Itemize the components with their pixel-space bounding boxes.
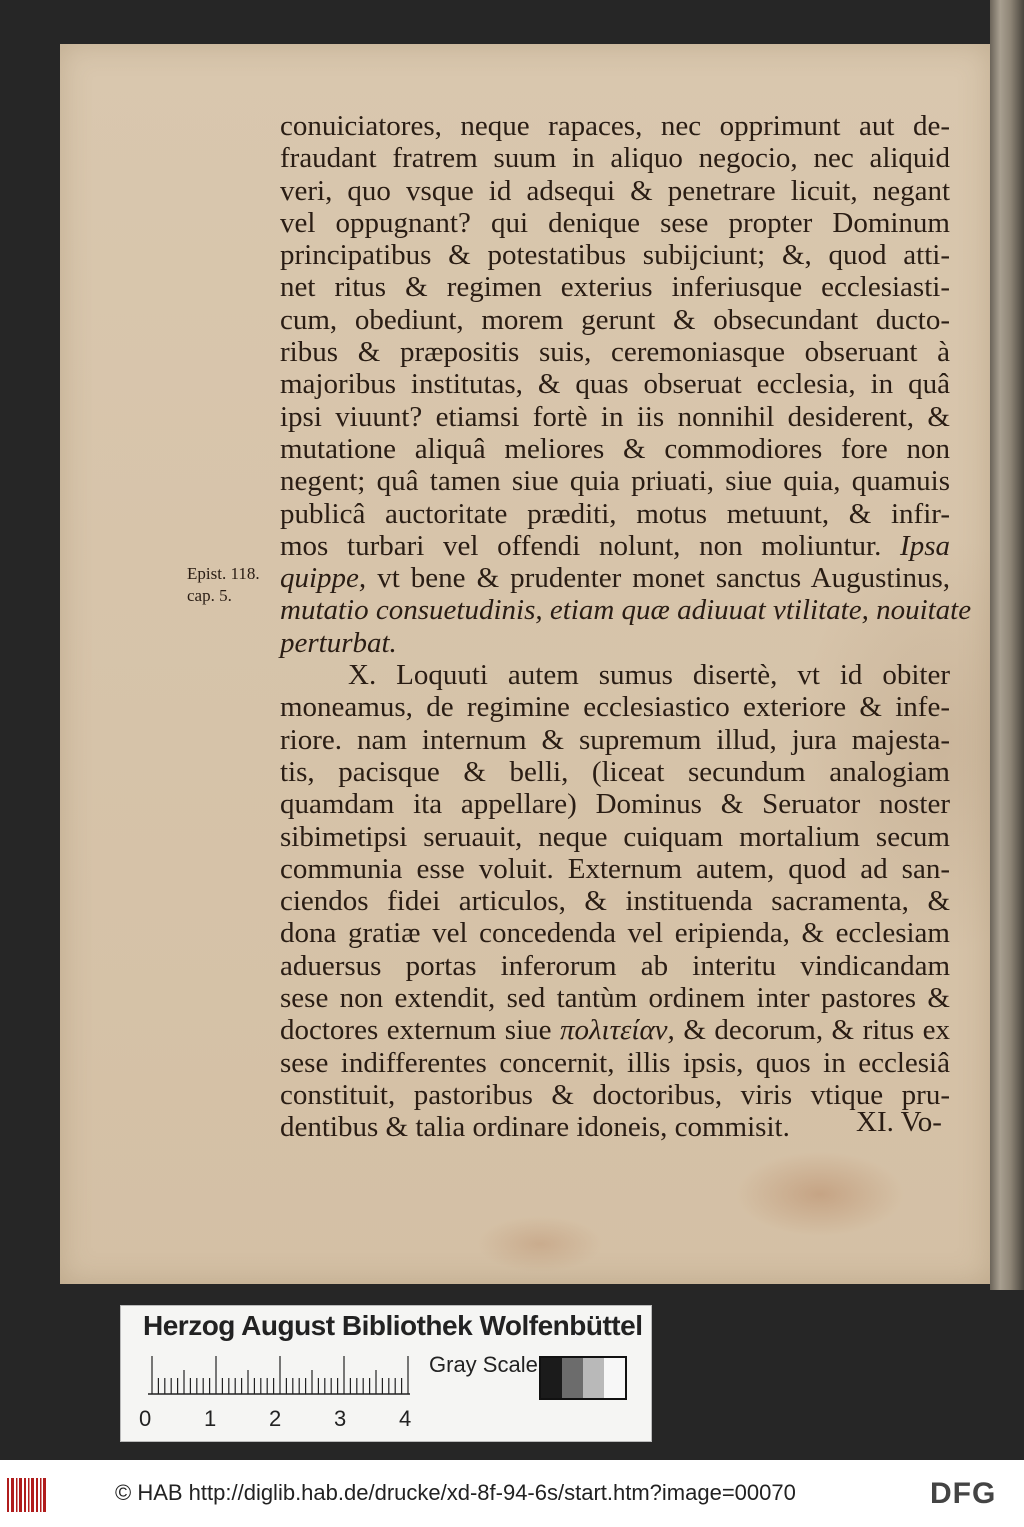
text-line: cum, obediunt, morem gerunt & obsecundant ducto- (280, 303, 950, 336)
text-line: publicâ auctoritate præditi, motus metuunt, & infir- (280, 497, 950, 530)
page-body-text (280, 110, 972, 1144)
text-line: ipsi viuunt? etiamsi fortè in iis nonnihil desiderent, & (280, 400, 950, 433)
text-line: ribus & præpositis suis, ceremoniasque obseruant à (280, 336, 950, 369)
text-line-roman: doctores externum siue (280, 1014, 552, 1047)
paragraph-start: X. Loquuti autem sumus disertè, vt id obiter (348, 659, 950, 692)
text-line: tis, pacisque & belli, (liceat secundum analogiam (280, 755, 950, 788)
text-line-roman: vt bene & prudenter monet sanctus Augustinus, (377, 562, 951, 595)
ruler-scale (148, 1354, 410, 1402)
book-edge (990, 0, 1024, 1290)
text-line (280, 530, 950, 562)
marginal-note-line: cap. 5. (187, 586, 232, 605)
text-line: net ritus & regimen exterius inferiusque ecclesiasti- (280, 271, 950, 304)
ruler-number: 1 (204, 1406, 217, 1431)
gray-scale-swatch (539, 1356, 627, 1400)
text-line: veri, quo vsque id adsequi & penetrare licuit, negant (280, 174, 950, 207)
text-line: majoribus institutas, & quas obseruat ecclesia, in quâ (280, 368, 950, 401)
text-line: vel oppugnant? qui denique sese propter Dominum (280, 206, 950, 239)
copyright-url[interactable]: © HAB http://diglib.hab.de/drucke/xd-8f-94-6s/start.htm?image=00070 (115, 1480, 796, 1505)
library-name: Herzog August Bibliothek Wolfenbüttel (143, 1310, 643, 1341)
text-line: conuiciatores, neque rapaces, nec opprimunt aut de- (280, 110, 950, 142)
ruler-number: 2 (269, 1406, 282, 1431)
text-line: sese non extendit, sed tantùm ordinem inter pastores & (280, 982, 950, 1015)
marginal-note-line: Epist. 118. (187, 564, 260, 583)
catchword: XI. Vo- (856, 1106, 942, 1138)
italic-word: Ipsa (900, 529, 950, 562)
color-scale-card (120, 1305, 652, 1442)
barcode-icon (6, 1474, 48, 1516)
text-line: constituit, pastoribus & doctoribus, viris vtique pru- (280, 1078, 950, 1111)
text-line (280, 1014, 950, 1046)
italic-word: quippe, (280, 562, 367, 595)
ruler-number: 3 (334, 1406, 347, 1431)
ruler-number: 0 (139, 1406, 152, 1431)
text-line: sese indifferentes concernit, illis ipsis, quos in ecclesiâ (280, 1046, 950, 1079)
text-line: dona gratiæ vel concedenda vel eripienda, & ecclesiam (280, 917, 950, 950)
dfg-logo: DFG (930, 1477, 997, 1510)
gray-step (541, 1358, 562, 1398)
text-line-italic: perturbat. (280, 626, 397, 659)
text-line: moneamus, de regimine ecclesiastico exteriore & infe- (280, 691, 950, 724)
marginal-note (187, 563, 260, 607)
text-line-roman: mos turbari vel offendi nolunt, non moliuntur. (280, 529, 882, 562)
text-line: ciendos fidei articulos, & instituenda sacramenta, & (280, 885, 950, 918)
gray-scale-label: Gray Scale (429, 1352, 538, 1377)
text-line: quamdam ita appellare) Dominus & Seruator noster (280, 788, 950, 821)
ruler-number: 4 (399, 1406, 412, 1431)
text-line: mutatione aliquâ meliores & commodiores fore non (280, 432, 950, 465)
text-line: dentibus & talia ordinare idoneis, commisit. (280, 1111, 790, 1144)
gray-step (583, 1358, 604, 1398)
text-line (280, 562, 950, 594)
text-line-italic: mutatio consuetudinis, etiam quæ adiuuat vtilitate, nouitate (280, 594, 972, 627)
text-line: communia esse voluit. Externum autem, quod ad san- (280, 852, 950, 885)
text-line: aduersus portas inferorum ab interitu vindicandam (280, 949, 950, 982)
text-line-roman: & decorum, & ritus ex (683, 1014, 951, 1047)
greek-word: πολιτείαν, (559, 1014, 675, 1047)
text-line: negent; quâ tamen siue quia priuati, siue quia, quamuis (280, 465, 950, 498)
text-line: principatibus & potestatibus subijciunt; &, quod atti- (280, 239, 950, 272)
gray-step (562, 1358, 583, 1398)
text-line: fraudant fratrem suum in aliquo negocio, nec aliquid (280, 142, 950, 175)
text-line: riore. nam internum & supremum illud, jura majesta- (280, 723, 950, 756)
gray-step (604, 1358, 625, 1398)
text-line: sibimetipsi seruauit, neque cuiquam mortalium secum (280, 820, 950, 853)
